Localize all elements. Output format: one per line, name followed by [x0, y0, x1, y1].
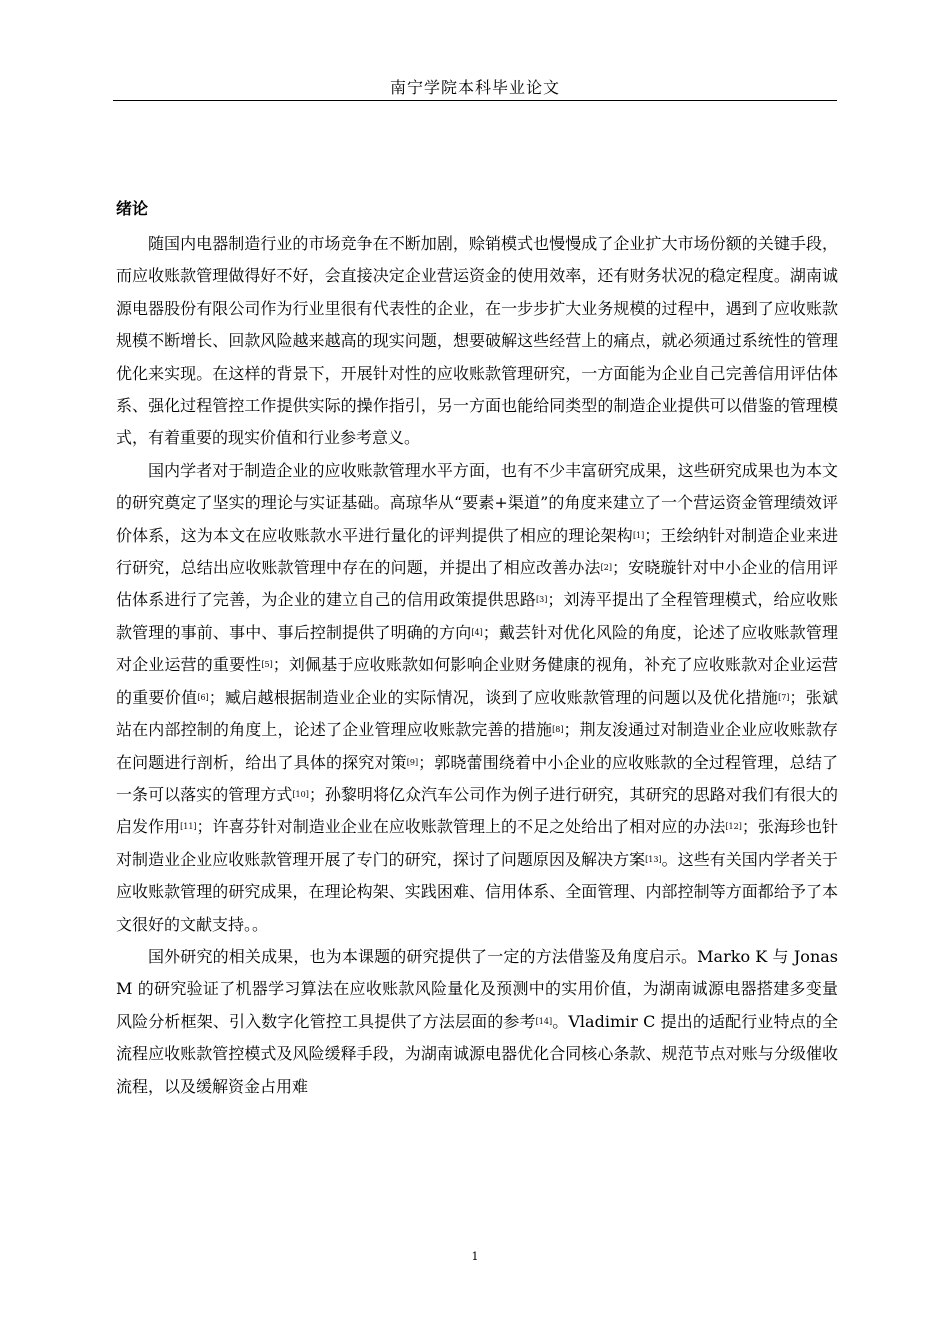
- text-run: 。这些有关国内学者关于应收账款管理的研究成果，在理论构架、实践困难、信用体系、全面管理、内部控制等方面都给予了本文很好的文献支持。。: [116, 849, 838, 934]
- citation-marker: [3]: [536, 595, 548, 605]
- text-run: ；戴芸针对优化风险的角度，论述了应收账款管理对企业运营的重要性: [116, 622, 838, 675]
- citation-marker: [7]: [778, 692, 790, 702]
- text-run: 国内学者对于制造企业的应收账款管理水平方面，也有不少丰富研究成果，这些研究成果也为本文的研究奠定了坚实的理论与实证基础。高琼华从“要素+渠道”的角度来建立了一个营运资金管理绩效评价体系，这为本文在应收账款水平进行量化的评判提供了相应的理论架构: [116, 460, 838, 545]
- citation-marker: [14]: [535, 1016, 553, 1026]
- body-paragraph: [116, 228, 838, 455]
- citation-marker: [10]: [292, 789, 309, 799]
- body-paragraph: [116, 455, 838, 941]
- text-run: ；张海珍也针对制造业企业应收账款管理开展了专门的研究，探讨了问题原因及解决方案: [116, 817, 838, 869]
- text-run: ；刘涛平提出了全程管理模式，给应收账款管理的事前、事中、事后控制提供了明确的方向: [116, 590, 838, 642]
- citation-marker: [5]: [261, 660, 273, 670]
- citation-marker: [4]: [471, 627, 483, 637]
- header-divider: [113, 100, 837, 101]
- text-run: ；郭晓蕾围绕着中小企业的应收账款的全过程管理，总结了一条可以落实的管理方式: [116, 752, 838, 804]
- citation-marker: [9]: [406, 757, 419, 767]
- citation-marker: [11]: [180, 822, 197, 832]
- text-run: ；刘佩基于应收账款如何影响企业财务健康的视角，补充了应收账款对企业运营的重要价值: [116, 655, 838, 707]
- section-heading: 绪论: [116, 199, 149, 218]
- citation-marker: [2]: [600, 563, 612, 573]
- text-run: ；许喜芬针对制造业企业在应收账款管理上的不足之处给出了相对应的办法: [196, 817, 726, 837]
- citation-marker: [12]: [725, 822, 742, 832]
- body-paragraph: [116, 941, 838, 1103]
- text-run: ；孙黎明将亿众汽车公司作为例子进行研究，其研究的思路对我们有很大的启发作用: [116, 784, 838, 837]
- page-number: 1: [471, 1250, 479, 1263]
- running-header-title: 南宁学院本科毕业论文: [389, 78, 560, 97]
- citation-marker: [1]: [632, 530, 645, 540]
- text-run: ；张斌站在内部控制的角度上，论述了企业管理应收账款完善的措施: [116, 687, 838, 740]
- text-run: ；臧启越根据制造业企业的实际情况，谈到了应收账款管理的问题以及优化措施: [208, 687, 779, 707]
- text-run: 随国内电器制造行业的市场竞争在不断加剧，赊销模式也慢慢成了企业扩大市场份额的关键手段，而应收账款管理做得好不好，会直接决定企业营运资金的使用效率，还有财务状况的稳定程度。湖南诚源电器股份有限公司作为行业里很有代表性的企业，在一步步扩大业务规模的过程中，遇到了应收账款规模不断增长、回款风险越来越高的现实问题，想要破解这些经营上的痛点，就必须通过系统性的管理优化来实现。在这样的背景下，开展针对性的应收账款管理研究，一方面能为企业自己完善信用评估体系、强化过程管控工作提供实际的操作指引，另一方面也能给同类型的制造企业提供可以借鉴的管理模式，有着重要的现实价值和行业参考意义。: [116, 234, 838, 448]
- text-run: 。Vladimir C 提出的适配行业特点的全流程应收账款管控模式及风险缓释手段，为湖南诚源电器优化合同核心条款、规范节点对账与分级催收流程，以及缓解资金占用难: [116, 1011, 838, 1096]
- citation-marker: [8]: [552, 725, 564, 735]
- text-run: ；王绘纳针对制造企业来进行研究，总结出应收账款管理中存在的问题，并提出了相应改善办法: [116, 525, 838, 578]
- text-run: 国外研究的相关成果，也为本课题的研究提供了一定的方法借鉴及角度启示。Marko K 与 Jonas M 的研究验证了机器学习算法在应收账款风险量化及预测中的实用价值，为湖南诚源电器搭建多变量风险分析框架、引入数字化管控工具提供了方法层面的参考: [116, 946, 838, 1031]
- text-run: ；荆友浚通过对制造业企业应收账款存在问题进行剖析，给出了具体的探究对策: [116, 720, 838, 772]
- citation-marker: [13]: [645, 854, 662, 864]
- citation-marker: [6]: [197, 692, 209, 702]
- text-run: ；安晓璇针对中小企业的信用评估体系进行了完善，为企业的建立自己的信用政策提供思路: [116, 558, 838, 610]
- body-text: [116, 228, 838, 1103]
